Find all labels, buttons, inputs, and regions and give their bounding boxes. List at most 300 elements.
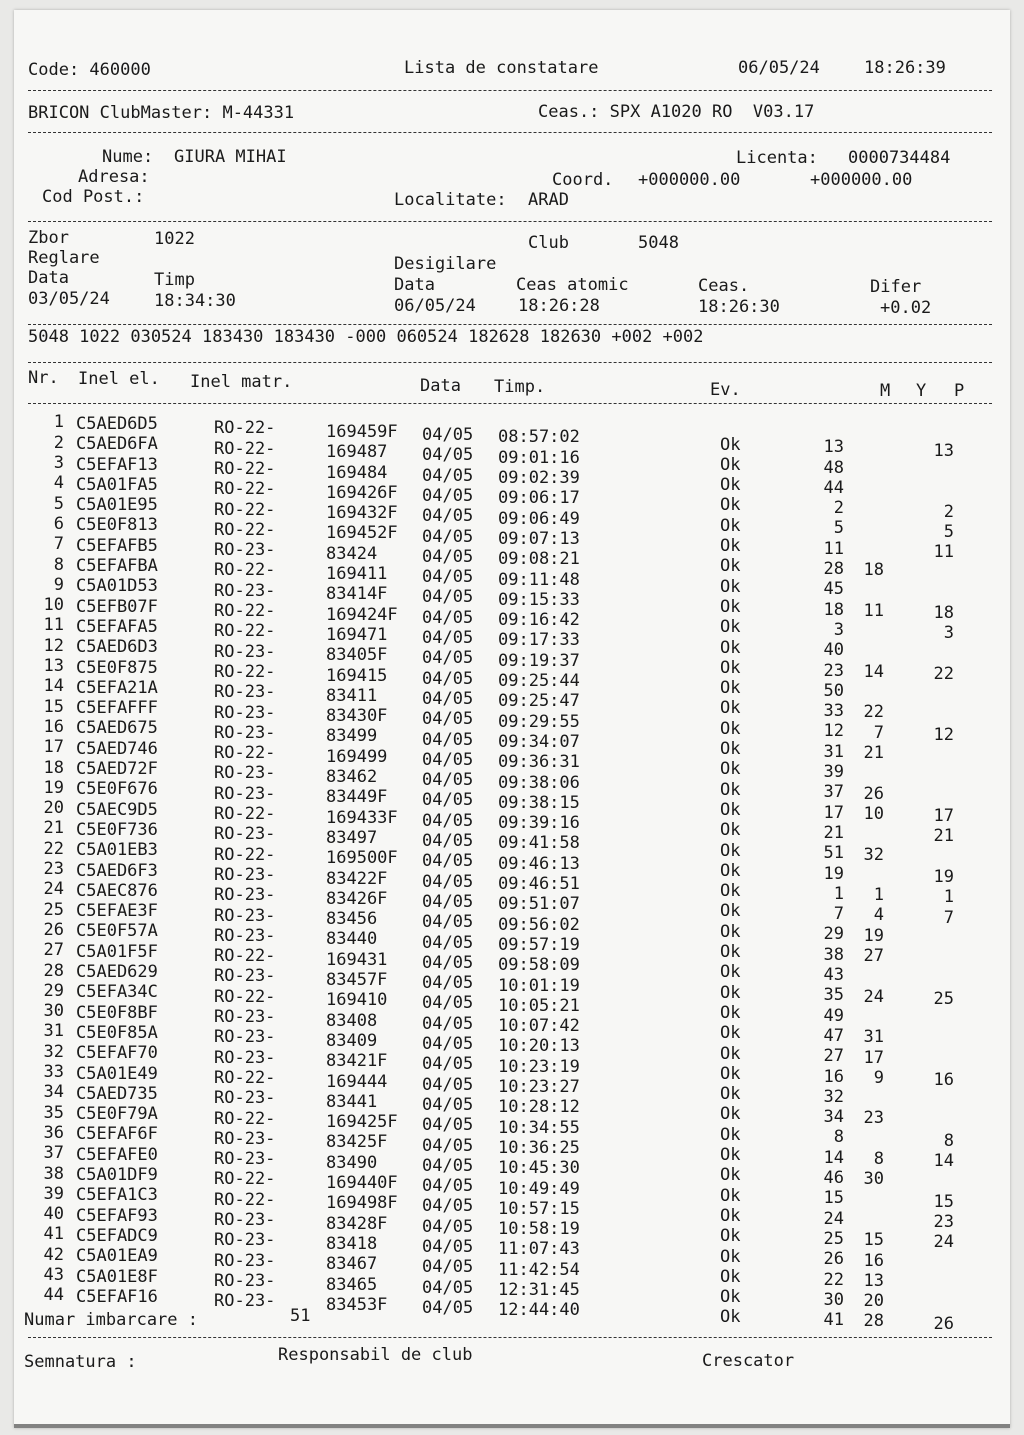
rank-y: 10 <box>863 803 884 824</box>
event-status: Ok <box>720 678 741 699</box>
row-number: 6 <box>53 513 64 534</box>
arrival-time: 10:23:19 <box>498 1056 580 1077</box>
col-timp: Timp. <box>494 377 546 397</box>
ring-prefix: RO-22- <box>214 1169 276 1190</box>
event-status: Ok <box>720 1246 741 1267</box>
arrival-time: 09:15:33 <box>498 589 580 610</box>
ring-number: 169431 <box>326 949 388 970</box>
ring-prefix: RO-23- <box>214 1270 276 1291</box>
arrival-time: 10:01:19 <box>498 975 580 996</box>
electronic-ring: C5AED72F <box>76 759 158 780</box>
arrival-time: 09:46:13 <box>498 853 580 874</box>
ring-prefix: RO-22- <box>214 661 276 682</box>
desigilare-data-label: Data <box>394 275 435 295</box>
zbor-value: 1022 <box>154 229 195 249</box>
arrival-date: 04/05 <box>422 912 474 933</box>
electronic-ring: C5AEC876 <box>76 880 158 901</box>
rank-p: 19 <box>933 867 954 888</box>
rank-y: 17 <box>863 1047 884 1068</box>
arrival-time: 09:38:06 <box>498 772 580 793</box>
rank-y: 18 <box>863 560 884 581</box>
ring-prefix: RO-23- <box>214 540 276 561</box>
rank-m: 22 <box>823 1269 844 1290</box>
row-number: 7 <box>53 534 64 555</box>
col-data: Data <box>420 376 461 396</box>
boarding-label: Numar imbarcare : <box>24 1310 198 1330</box>
row-number: 27 <box>43 940 64 961</box>
event-status: Ok <box>720 475 741 496</box>
ring-prefix: RO-22- <box>214 519 276 540</box>
event-status: Ok <box>720 1043 741 1064</box>
rank-m: 32 <box>823 1086 844 1107</box>
reglare-time: 18:34:30 <box>154 291 236 311</box>
reglare-timp-label: Timp <box>154 270 195 290</box>
ring-number: 83440 <box>326 929 378 950</box>
electronic-ring: C5AED675 <box>76 718 158 739</box>
divider <box>28 1337 992 1338</box>
row-number: 11 <box>43 615 64 636</box>
electronic-ring: C5EFADC9 <box>76 1225 158 1246</box>
row-number: 33 <box>43 1062 64 1083</box>
rank-y: 4 <box>873 905 884 926</box>
arrival-time: 12:44:40 <box>498 1300 580 1321</box>
rank-m: 27 <box>823 1046 844 1067</box>
ring-prefix: RO-22- <box>214 438 276 459</box>
arrival-time: 09:57:19 <box>498 934 580 955</box>
ring-prefix: RO-23- <box>214 824 276 845</box>
rank-p: 24 <box>933 1232 954 1253</box>
arrival-date: 04/05 <box>422 425 474 446</box>
clock-label: Ceas.: SPX A1020 RO V03.17 <box>538 102 815 122</box>
arrival-date: 04/05 <box>422 790 474 811</box>
row-number: 8 <box>53 554 64 575</box>
rank-p: 17 <box>933 806 954 827</box>
ceas-time: 18:26:30 <box>698 297 780 317</box>
ring-prefix: RO-23- <box>214 925 276 946</box>
divider <box>28 221 992 222</box>
rank-m: 17 <box>823 802 844 823</box>
arrival-date: 04/05 <box>422 851 474 872</box>
arrival-date: 04/05 <box>422 993 474 1014</box>
rank-m: 44 <box>823 477 844 498</box>
rank-m: 19 <box>823 863 844 884</box>
address-label: Adresa: <box>78 167 150 187</box>
row-number: 5 <box>53 493 64 514</box>
electronic-ring: C5EFA34C <box>76 982 158 1003</box>
rank-y: 19 <box>863 925 884 946</box>
event-status: Ok <box>720 556 741 577</box>
row-number: 37 <box>43 1143 64 1164</box>
arrival-time: 09:16:42 <box>498 610 580 631</box>
electronic-ring: C5EFAE3F <box>76 901 158 922</box>
arrival-time: 09:58:09 <box>498 955 580 976</box>
arrival-date: 04/05 <box>422 1034 474 1055</box>
electronic-ring: C5E0F736 <box>76 819 158 840</box>
col-inel-el: Inel el. <box>78 369 160 389</box>
ring-prefix: RO-22- <box>214 946 276 967</box>
rank-m: 29 <box>823 924 844 945</box>
arrival-time: 09:08:21 <box>498 549 580 570</box>
arrival-time: 10:23:27 <box>498 1077 580 1098</box>
ring-number: 169459F <box>326 421 398 442</box>
row-number: 38 <box>43 1163 64 1184</box>
ring-prefix: RO-22- <box>214 621 276 642</box>
arrival-date: 04/05 <box>422 770 474 791</box>
arrival-time: 09:41:58 <box>498 833 580 854</box>
rank-m: 12 <box>823 721 844 742</box>
electronic-ring: C5A01E49 <box>76 1063 158 1084</box>
event-status: Ok <box>720 1287 741 1308</box>
locality-value: ARAD <box>528 190 569 210</box>
reglare-data-label: Data <box>28 268 69 288</box>
code-label: Code: 460000 <box>28 60 151 80</box>
event-status: Ok <box>720 1145 741 1166</box>
col-y: Y <box>916 381 927 401</box>
rank-m: 2 <box>833 498 844 519</box>
arrival-date: 04/05 <box>422 546 474 567</box>
ring-number: 169424F <box>326 604 398 625</box>
arrival-date: 04/05 <box>422 1277 474 1298</box>
arrival-date: 04/05 <box>422 628 474 649</box>
row-number: 26 <box>43 919 64 940</box>
ring-number: 83418 <box>326 1233 378 1254</box>
arrival-time: 09:29:55 <box>498 711 580 732</box>
rank-y: 28 <box>863 1311 884 1332</box>
desigilare-label: Desigilare <box>394 254 497 274</box>
event-status: Ok <box>720 1124 741 1145</box>
row-number: 22 <box>43 838 64 859</box>
event-status: Ok <box>720 1104 741 1125</box>
coord-x: +000000.00 <box>638 170 741 190</box>
event-status: Ok <box>720 536 741 557</box>
event-status: Ok <box>720 698 741 719</box>
electronic-ring: C5A01DF9 <box>76 1165 158 1186</box>
event-status: Ok <box>720 779 741 800</box>
row-number: 21 <box>43 818 64 839</box>
arrival-date: 04/05 <box>422 1054 474 1075</box>
electronic-ring: C5AED746 <box>76 738 158 759</box>
desigilare-date: 06/05/24 <box>394 296 476 316</box>
electronic-ring: C5EFAF16 <box>76 1286 158 1307</box>
arrival-date: 04/05 <box>422 1237 474 1258</box>
rank-p: 21 <box>933 826 954 847</box>
rank-m: 7 <box>833 904 844 925</box>
arrival-time: 10:58:19 <box>498 1219 580 1240</box>
arrival-date: 04/05 <box>422 485 474 506</box>
row-number: 29 <box>43 980 64 1001</box>
arrival-time: 09:25:44 <box>498 671 580 692</box>
rank-y: 31 <box>863 1027 884 1048</box>
arrival-time: 09:07:13 <box>498 528 580 549</box>
arrival-date: 04/05 <box>422 688 474 709</box>
ring-prefix: RO-23- <box>214 864 276 885</box>
club-label: Club <box>528 233 569 253</box>
electronic-ring: C5A01D53 <box>76 576 158 597</box>
ring-prefix: RO-22- <box>214 804 276 825</box>
arrival-time: 09:02:39 <box>498 468 580 489</box>
ring-number: 169487 <box>326 442 388 463</box>
electronic-ring: C5AED629 <box>76 962 158 983</box>
event-status: Ok <box>720 495 741 516</box>
reglare-label: Reglare <box>28 248 100 268</box>
electronic-ring: C5E0F79A <box>76 1104 158 1125</box>
rank-m: 28 <box>823 559 844 580</box>
arrival-time: 10:34:55 <box>498 1117 580 1138</box>
rank-m: 45 <box>823 579 844 600</box>
arrival-date: 04/05 <box>422 932 474 953</box>
ring-number: 169425F <box>326 1112 398 1133</box>
difer-label: Difer <box>870 277 922 297</box>
club-value: 5048 <box>638 233 679 253</box>
rank-m: 43 <box>823 965 844 986</box>
rank-p: 2 <box>943 501 954 522</box>
row-number: 30 <box>43 1001 64 1022</box>
ring-number: 83441 <box>326 1091 378 1112</box>
license-label: Licenta: <box>736 148 818 168</box>
locality-label: Localitate: <box>394 190 507 210</box>
arrival-date: 04/05 <box>422 648 474 669</box>
owner-name: GIURA MIHAI <box>174 147 287 167</box>
ring-number: 83428F <box>326 1213 388 1234</box>
coord-y: +000000.00 <box>810 170 913 190</box>
row-number: 9 <box>53 574 64 595</box>
ring-prefix: RO-22- <box>214 844 276 865</box>
ring-number: 169432F <box>326 503 398 524</box>
ring-number: 169440F <box>326 1173 398 1194</box>
col-m: M <box>880 381 891 401</box>
electronic-ring: C5EFAF6F <box>76 1124 158 1145</box>
event-status: Ok <box>720 942 741 963</box>
electronic-ring: C5EFA1C3 <box>76 1185 158 1206</box>
rank-m: 11 <box>823 538 844 559</box>
arrival-time: 11:07:43 <box>498 1239 580 1260</box>
rank-m: 41 <box>823 1310 844 1331</box>
ring-prefix: RO-22- <box>214 499 276 520</box>
row-number: 42 <box>43 1244 64 1265</box>
ring-number: 83405F <box>326 645 388 666</box>
row-number: 36 <box>43 1122 64 1143</box>
ceas-label: Ceas. <box>698 276 750 296</box>
electronic-ring: C5A01F5F <box>76 941 158 962</box>
boarding-count: 51 <box>290 1306 311 1326</box>
rank-m: 18 <box>823 599 844 620</box>
ring-prefix: RO-23- <box>214 1210 276 1231</box>
signature-label: Semnatura : <box>24 1352 137 1372</box>
rank-m: 14 <box>823 1147 844 1168</box>
ring-prefix: RO-23- <box>214 1291 276 1312</box>
electronic-ring: C5EFB07F <box>76 596 158 617</box>
rank-y: 16 <box>863 1250 884 1271</box>
ring-prefix: RO-23- <box>214 722 276 743</box>
tear-edge <box>14 1424 1010 1428</box>
rank-m: 46 <box>823 1168 844 1189</box>
electronic-ring: C5EFAFE0 <box>76 1144 158 1165</box>
row-number: 23 <box>43 859 64 880</box>
arrival-date: 04/05 <box>422 526 474 547</box>
arrival-time: 10:45:30 <box>498 1158 580 1179</box>
ring-prefix: RO-23- <box>214 783 276 804</box>
rank-p: 1 <box>943 887 954 908</box>
electronic-ring: C5AEC9D5 <box>76 799 158 820</box>
event-status: Ok <box>720 1023 741 1044</box>
electronic-ring: C5E0F875 <box>76 657 158 678</box>
name-label: Nume: <box>102 147 154 167</box>
event-status: Ok <box>720 1185 741 1206</box>
rank-p: 23 <box>933 1212 954 1233</box>
rank-m: 33 <box>823 701 844 722</box>
electronic-ring: C5E0F8BF <box>76 1002 158 1023</box>
arrival-date: 04/05 <box>422 1155 474 1176</box>
event-status: Ok <box>720 1084 741 1105</box>
col-nr: Nr. <box>28 368 59 388</box>
ring-prefix: RO-23- <box>214 885 276 906</box>
rank-p: 26 <box>933 1313 954 1334</box>
ring-prefix: RO-22- <box>214 986 276 1007</box>
rank-y: 22 <box>863 702 884 723</box>
breeder-label: Crescator <box>702 1351 795 1371</box>
rank-y: 30 <box>863 1169 884 1190</box>
electronic-ring: C5A01E95 <box>76 495 158 516</box>
row-number: 12 <box>43 635 64 656</box>
event-status: Ok <box>720 637 741 658</box>
arrival-date: 04/05 <box>422 1094 474 1115</box>
system-label: BRICON ClubMaster: M-44331 <box>28 103 295 123</box>
arrival-time: 10:07:42 <box>498 1016 580 1037</box>
ring-number: 169410 <box>326 990 388 1011</box>
rank-m: 37 <box>823 782 844 803</box>
row-number: 15 <box>43 696 64 717</box>
ring-prefix: RO-22- <box>214 1108 276 1129</box>
divider <box>28 132 992 133</box>
row-number: 16 <box>43 716 64 737</box>
electronic-ring: C5EFAF93 <box>76 1205 158 1226</box>
electronic-ring: C5EFAFFF <box>76 698 158 719</box>
row-number: 3 <box>53 453 64 474</box>
col-ev: Ev. <box>710 380 741 400</box>
atomic-clock-time: 18:26:28 <box>518 296 600 316</box>
ring-number: 83457F <box>326 970 388 991</box>
event-status: Ok <box>720 576 741 597</box>
electronic-ring: C5AED6FA <box>76 434 158 455</box>
col-p: P <box>954 381 965 401</box>
ring-prefix: RO-22- <box>214 560 276 581</box>
arrival-date: 04/05 <box>422 1196 474 1217</box>
arrival-time: 11:42:54 <box>498 1259 580 1280</box>
license-number: 0000734484 <box>848 148 951 168</box>
row-number: 35 <box>43 1102 64 1123</box>
event-status: Ok <box>720 434 741 455</box>
arrival-date: 04/05 <box>422 567 474 588</box>
divider <box>28 403 992 404</box>
ring-prefix: RO-22- <box>214 601 276 622</box>
event-status: Ok <box>720 921 741 942</box>
event-status: Ok <box>720 840 741 861</box>
event-status: Ok <box>720 962 741 983</box>
event-status: Ok <box>720 1002 741 1023</box>
row-number: 10 <box>43 595 64 616</box>
ring-prefix: RO-22- <box>214 479 276 500</box>
arrival-date: 04/05 <box>422 465 474 486</box>
arrival-date: 04/05 <box>422 607 474 628</box>
rank-m: 49 <box>823 1005 844 1026</box>
print-date: 06/05/24 <box>738 58 820 78</box>
rank-y: 8 <box>873 1149 884 1170</box>
row-number: 4 <box>53 473 64 494</box>
arrival-date: 04/05 <box>422 1074 474 1095</box>
electronic-ring: C5A01E8F <box>76 1266 158 1287</box>
electronic-ring: C5E0F85A <box>76 1022 158 1043</box>
ring-prefix: RO-23- <box>214 641 276 662</box>
col-inel-matr: Inel matr. <box>190 372 293 392</box>
arrival-time: 10:49:49 <box>498 1178 580 1199</box>
divider <box>28 324 992 325</box>
ring-prefix: RO-23- <box>214 1088 276 1109</box>
rank-p: 25 <box>933 988 954 1009</box>
difer-value: +0.02 <box>880 298 932 318</box>
row-number: 2 <box>53 432 64 453</box>
row-number: 28 <box>43 960 64 981</box>
ring-number: 83409 <box>326 1030 378 1051</box>
electronic-ring: C5A01EA9 <box>76 1246 158 1267</box>
ring-number: 169444 <box>326 1071 388 1092</box>
event-status: Ok <box>720 860 741 881</box>
arrival-time: 09:01:16 <box>498 447 580 468</box>
divider <box>28 362 992 363</box>
row-number: 20 <box>43 798 64 819</box>
rank-p: 13 <box>933 440 954 461</box>
event-status: Ok <box>720 596 741 617</box>
document-title: Lista de constatare <box>404 58 599 78</box>
encoded-line: 5048 1022 030524 183430 183430 -000 060524 182628 182630 +002 +002 <box>28 327 704 347</box>
ring-number: 83411 <box>326 685 378 706</box>
electronic-ring: C5AED6D5 <box>76 413 158 434</box>
arrival-time: 10:05:21 <box>498 995 580 1016</box>
rank-m: 40 <box>823 640 844 661</box>
electronic-ring: C5EFAFA5 <box>76 616 158 637</box>
ring-prefix: RO-22- <box>214 418 276 439</box>
ring-number: 83414F <box>326 584 388 605</box>
ring-number: 169471 <box>326 624 388 645</box>
rank-m: 39 <box>823 762 844 783</box>
rank-y: 32 <box>863 844 884 865</box>
ring-number: 83465 <box>326 1274 378 1295</box>
coord-label: Coord. <box>552 170 614 190</box>
ring-prefix: RO-22- <box>214 1067 276 1088</box>
arrival-time: 09:25:47 <box>498 691 580 712</box>
event-status: Ok <box>720 454 741 475</box>
ring-prefix: RO-23- <box>214 1047 276 1068</box>
event-status: Ok <box>720 1307 741 1328</box>
club-responsible-label: Responsabil de club <box>278 1345 473 1365</box>
arrival-date: 04/05 <box>422 831 474 852</box>
electronic-ring: C5EFAF13 <box>76 454 158 475</box>
rank-m: 8 <box>833 1127 844 1148</box>
row-number: 43 <box>43 1265 64 1286</box>
event-status: Ok <box>720 1063 741 1084</box>
row-number: 44 <box>43 1285 64 1306</box>
arrival-date: 04/05 <box>422 1115 474 1136</box>
arrival-time: 10:36:25 <box>498 1137 580 1158</box>
event-status: Ok <box>720 718 741 739</box>
ring-prefix: RO-23- <box>214 1027 276 1048</box>
divider <box>28 90 992 91</box>
ring-number: 169484 <box>326 462 388 483</box>
rank-m: 26 <box>823 1249 844 1270</box>
zbor-label: Zbor <box>28 228 69 248</box>
arrival-time: 12:31:45 <box>498 1280 580 1301</box>
arrival-time: 09:36:31 <box>498 752 580 773</box>
ring-number: 169499 <box>326 746 388 767</box>
